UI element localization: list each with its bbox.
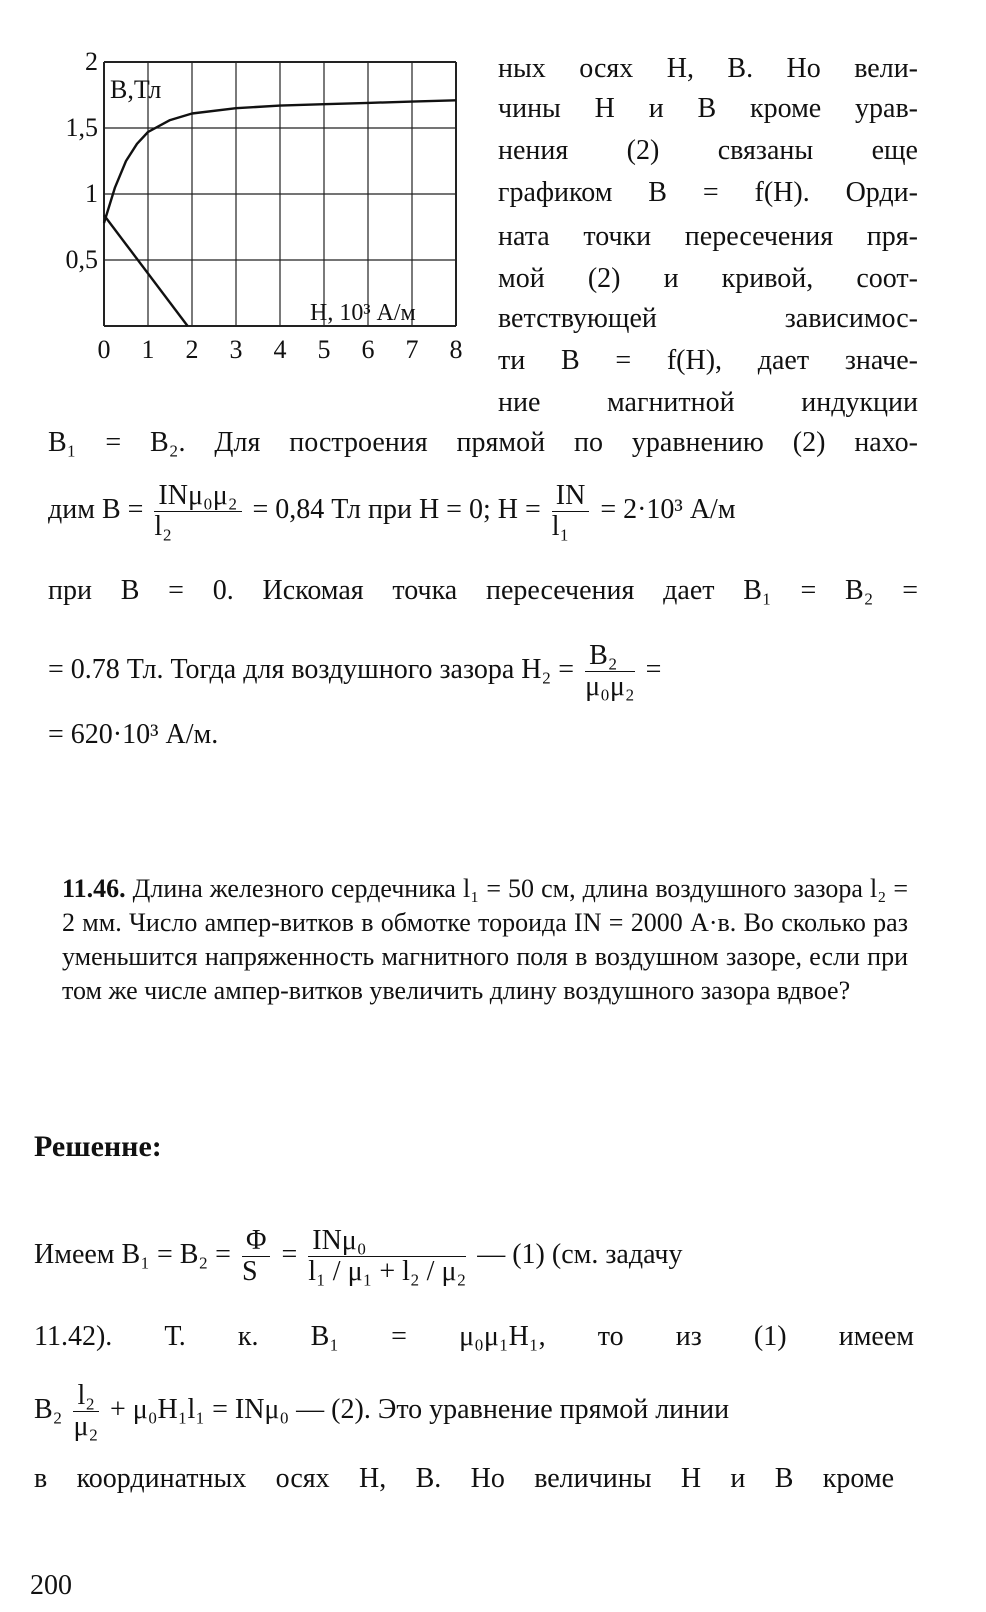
fraction-h <box>552 481 590 542</box>
text-line-1: ных осях H, B. Но вели- <box>498 53 918 84</box>
x-tick-label: 1 <box>141 335 155 364</box>
x-tick-label: 7 <box>405 335 419 364</box>
solution-line-3 <box>34 1370 934 1450</box>
formula-h2-suffix: = <box>645 654 662 685</box>
sol-b2: B₂ <box>34 1394 63 1425</box>
text-line-10: B₁ = B₂. Для построения прямой по уравнению (2) нахо- <box>48 427 918 458</box>
sol-equals: = <box>281 1239 298 1270</box>
x-tick-label: 6 <box>361 335 375 364</box>
fraction-b <box>154 481 241 542</box>
text-line-6: мой (2) и кривой, соот- <box>498 263 918 294</box>
problem-11-46 <box>62 872 908 1008</box>
page-number: 200 <box>30 1570 72 1601</box>
text-line-9: ние магнитной индукции <box>498 387 918 418</box>
fraction-mu2-den: μ₂ <box>73 1411 99 1443</box>
formula-b-prefix: дим B = <box>48 494 144 525</box>
sol-eq2: + μ₀H₁l₁ = INμ₀ — (2). Это уравнение прямой линии <box>109 1394 730 1425</box>
x-axis-label: H, 10³ А/м <box>310 300 416 326</box>
fraction-phi-num: Φ <box>242 1226 270 1257</box>
fraction-h-num: IN <box>552 481 590 512</box>
fraction-h-den: l₁ <box>551 511 570 543</box>
fraction-l2-mu2 <box>73 1381 99 1442</box>
x-tick-label: 2 <box>185 335 199 364</box>
formula-b-suffix: = 0,84 Тл при H = 0; H = <box>252 494 541 525</box>
y-tick-label: 1,5 <box>65 113 98 142</box>
problem-number: 11.46. <box>62 874 126 903</box>
y-tick-label: 2 <box>85 47 98 76</box>
formula-h-suffix: = 2·10³ А/м <box>600 494 736 525</box>
y-axis-label: B,Тл <box>110 75 162 104</box>
sol-ref: — (1) (см. задачу <box>477 1239 683 1270</box>
formula-h2-prefix: = 0.78 Тл. Тогда для воздушного зазора H₂ = <box>48 654 575 685</box>
fraction-h2-den: μ₀μ₂ <box>585 671 635 703</box>
fraction-h2 <box>585 641 635 702</box>
problem-text: Длина железного сердечника l₁ = 50 см, длина воздушного зазора l₂ = 2 мм. Число ампер-витков в обмотке тороида IN = 2000 А·в. Во сколько раз уменьшится напряженность магнитного поля в воздушном зазоре, если при том же числе ампер-витков увеличить длину воздушного зазора вдвое? <box>62 874 909 1005</box>
x-tick-label: 3 <box>229 335 243 364</box>
text-line-8: ти B = f(H), дает значе- <box>498 345 918 376</box>
text-line-11 <box>48 470 948 550</box>
fraction-b-num: INμ₀μ₂ <box>154 481 241 512</box>
fraction-inmu <box>308 1226 466 1287</box>
fraction-phi-s <box>242 1226 270 1287</box>
x-tick-label: 0 <box>97 335 111 364</box>
fraction-b-den: l₂ <box>154 511 172 543</box>
fraction-phi-den: S <box>241 1256 258 1288</box>
x-tick-label: 5 <box>317 335 331 364</box>
sol-b-prefix: Имеем B₁ = B₂ = <box>34 1239 231 1270</box>
text-line-12: при B = 0. Искомая точка пересечения дает B₁ = B₂ = <box>48 575 918 606</box>
load-line <box>104 215 188 326</box>
solution-line-4: в координатных осях H, B. Но величины H и B кроме <box>34 1463 894 1494</box>
y-tick-label: 0,5 <box>65 245 98 274</box>
text-line-4: графиком B = f(H). Орди- <box>498 177 918 208</box>
y-tick-label: 1 <box>85 179 98 208</box>
text-line-14: = 620·10³ А/м. <box>48 719 219 750</box>
text-line-2: чины H и B кроме урав- <box>498 93 918 124</box>
x-tick-label: 8 <box>449 335 463 364</box>
bh-chart <box>40 40 480 380</box>
text-line-5: ната точки пересечения пря- <box>498 221 918 252</box>
fraction-inmu-num: INμ₀ <box>308 1226 466 1257</box>
fraction-h2-num: B₂ <box>585 641 635 672</box>
bh-chart-svg <box>40 40 480 380</box>
text-line-7: ветствующей зависимос- <box>498 303 918 334</box>
x-tick-label: 4 <box>273 335 287 364</box>
text-line-3: нения (2) связаны еще <box>498 135 918 166</box>
text-line-13 <box>48 630 948 710</box>
fraction-inmu-den: l₁ / μ₁ + l₂ / μ₂ <box>308 1256 467 1288</box>
solution-line-1 <box>34 1210 934 1300</box>
fraction-l2-num: l₂ <box>73 1381 99 1412</box>
solution-line-2: 11.42). Т. к. B₁ = μ₀μ₁H₁, то из (1) имеем <box>34 1321 914 1352</box>
solution-heading: Решенне: <box>34 1130 162 1163</box>
